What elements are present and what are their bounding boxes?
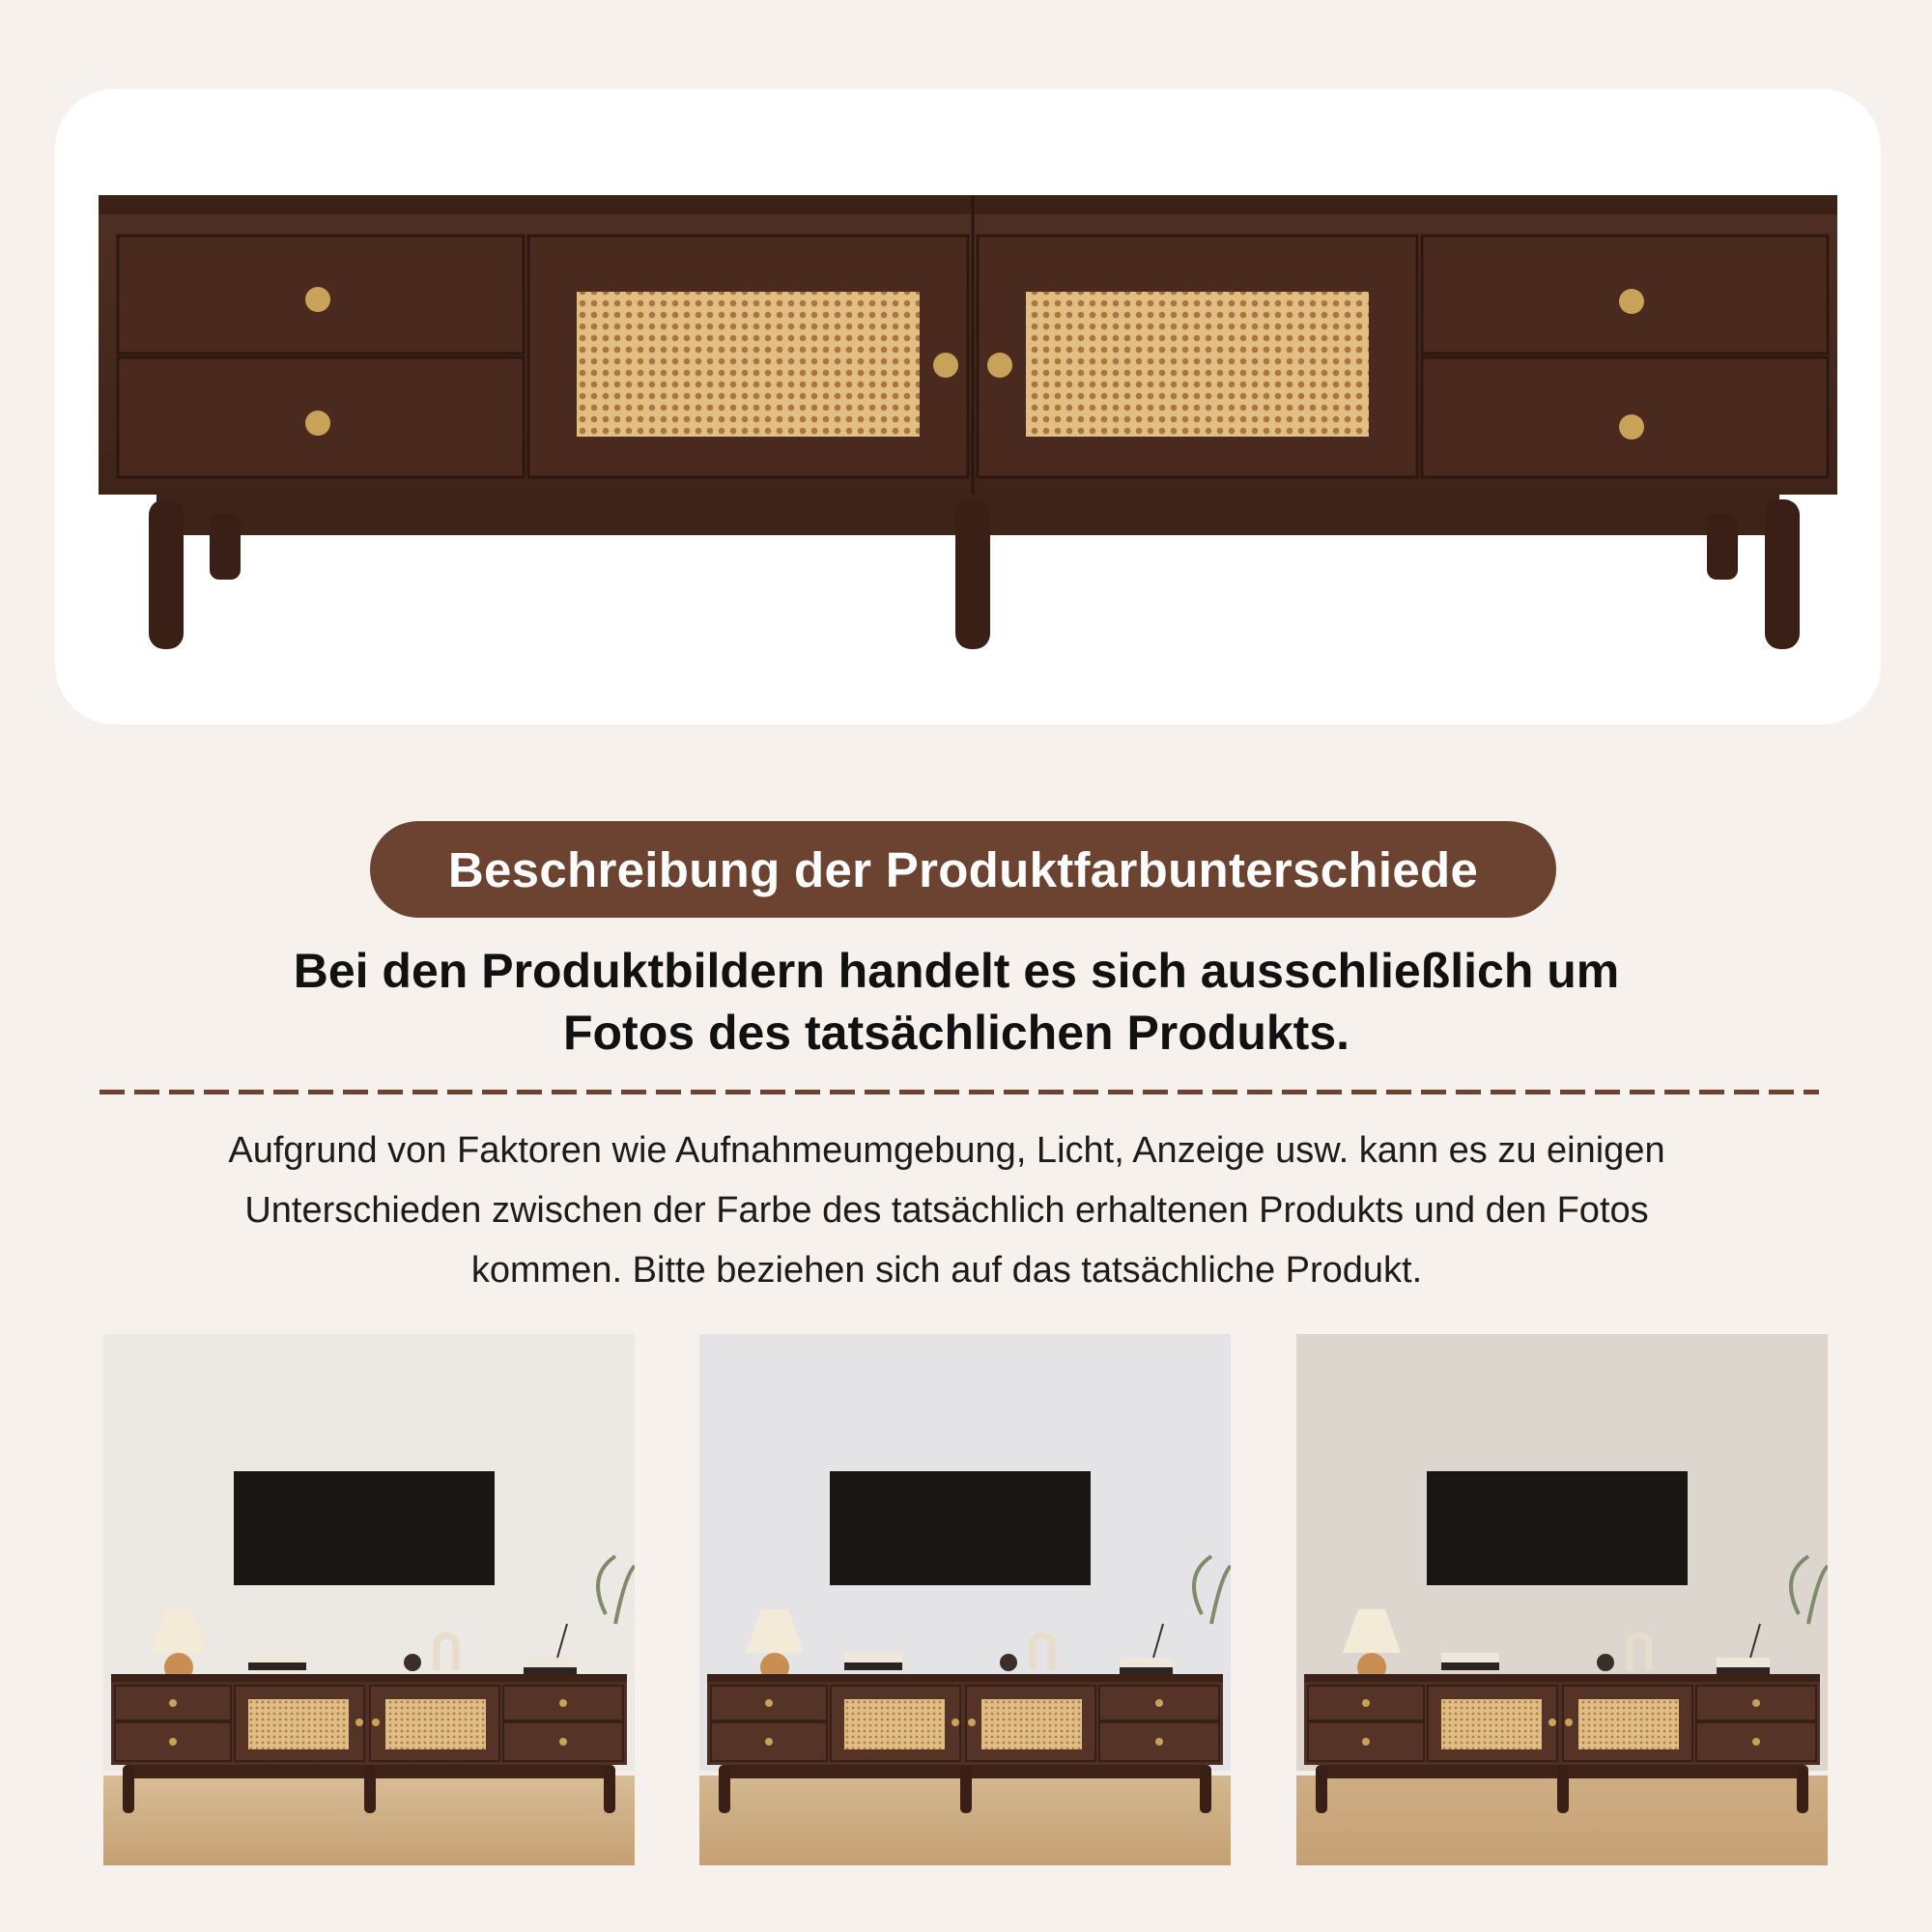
color-notice — [58, 1121, 1835, 1300]
notice-line-3: kommen. Bitte beziehen sich auf das tatsächliche Produkt. — [470, 1250, 1423, 1291]
headline-line-1: Bei den Produktbildern handelt es sich ausschließlich um — [293, 944, 1620, 998]
room-photo-1 — [103, 1334, 635, 1865]
room-photo-3 — [1296, 1334, 1828, 1865]
badge-title: Beschreibung der Produktfarbunterschiede — [447, 841, 1479, 897]
headline-line-2: Fotos des tatsächlichen Produkts. — [562, 1006, 1350, 1060]
section-badge — [370, 821, 1556, 918]
notice-line-1: Aufgrund von Faktoren wie Aufnahmeumgebung, Licht, Anzeige usw. kann es zu einigen — [228, 1130, 1665, 1171]
tv-stand-illustration — [55, 89, 1881, 724]
hero-image-card — [55, 89, 1881, 724]
room-photo-2 — [699, 1334, 1231, 1865]
dashed-divider — [99, 1090, 1819, 1094]
headline — [97, 940, 1816, 1064]
notice-line-2: Unterschieden zwischen der Farbe des tatsächlich erhaltenen Produkts und den Fotos — [244, 1190, 1649, 1231]
